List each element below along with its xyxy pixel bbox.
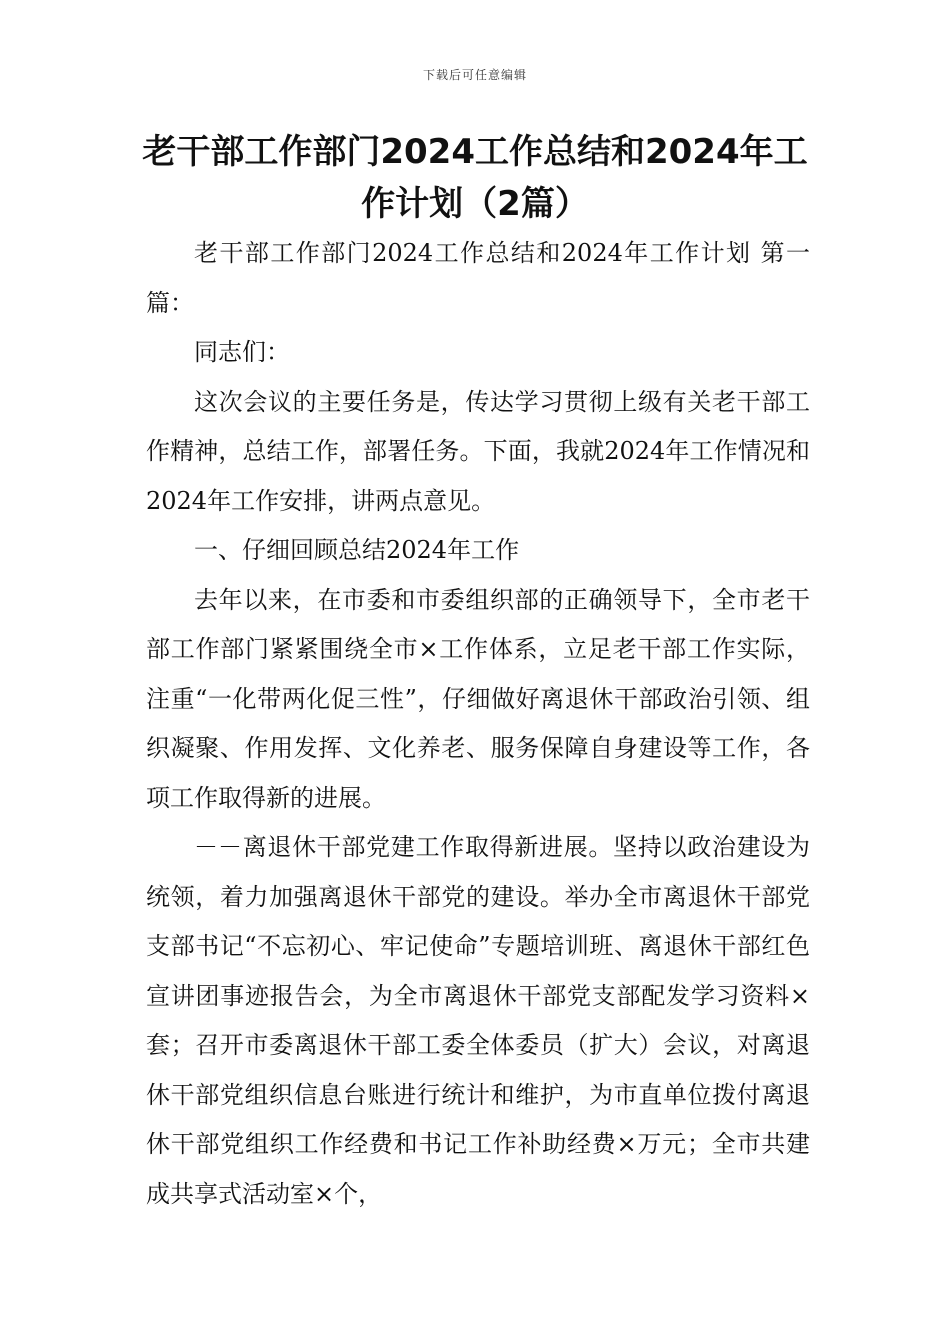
- paragraph-party-building: －－离退休干部党建工作取得新进展。坚持以政治建设为统领，着力加强离退休干部党的建设。举办全市离退休干部党支部书记“不忘初心、牢记使命”专题培训班、离退休干部红色宣讲团事迹报告会，为全市离退休干部党支部配发学习资料×套；召开市委离退休干部工委全体委员（扩大）会议，对离退休干部党组织信息台账进行统计和维护，为市直单位拨付离退休干部党组织工作经费和书记工作补助经费×万元；全市共建成共享式活动室×个，: [146, 833, 810, 1208]
- header-note: 下载后可任意编辑: [422, 68, 527, 82]
- document-title: 老干部工作部门2024工作总结和2024年工作计划（2篇）: [142, 132, 808, 224]
- section-heading: 一、仔细回顾总结2024年工作: [194, 536, 520, 564]
- paragraph-purpose: 这次会议的主要任务是，传达学习贯彻上级有关老干部工作精神，总结工作，部署任务。下面，我就2024年工作情况和2024年工作安排，讲两点意见。: [146, 387, 810, 515]
- paragraph-intro: 老干部工作部门2024工作总结和2024年工作计划 第一篇：: [146, 239, 810, 317]
- paragraph-salutation: 同志们：: [194, 338, 290, 366]
- paragraph-overview: 去年以来，在市委和市委组织部的正确领导下，全市老干部工作部门紧紧围绕全市×工作体系，立足老干部工作实际，注重“一化带两化促三性”，仔细做好离退休干部政治引领、组织凝聚、作用发挥、文化养老、服务保障自身建设等工作，各项工作取得新的进展。: [146, 585, 810, 812]
- document-body: [146, 229, 810, 1219]
